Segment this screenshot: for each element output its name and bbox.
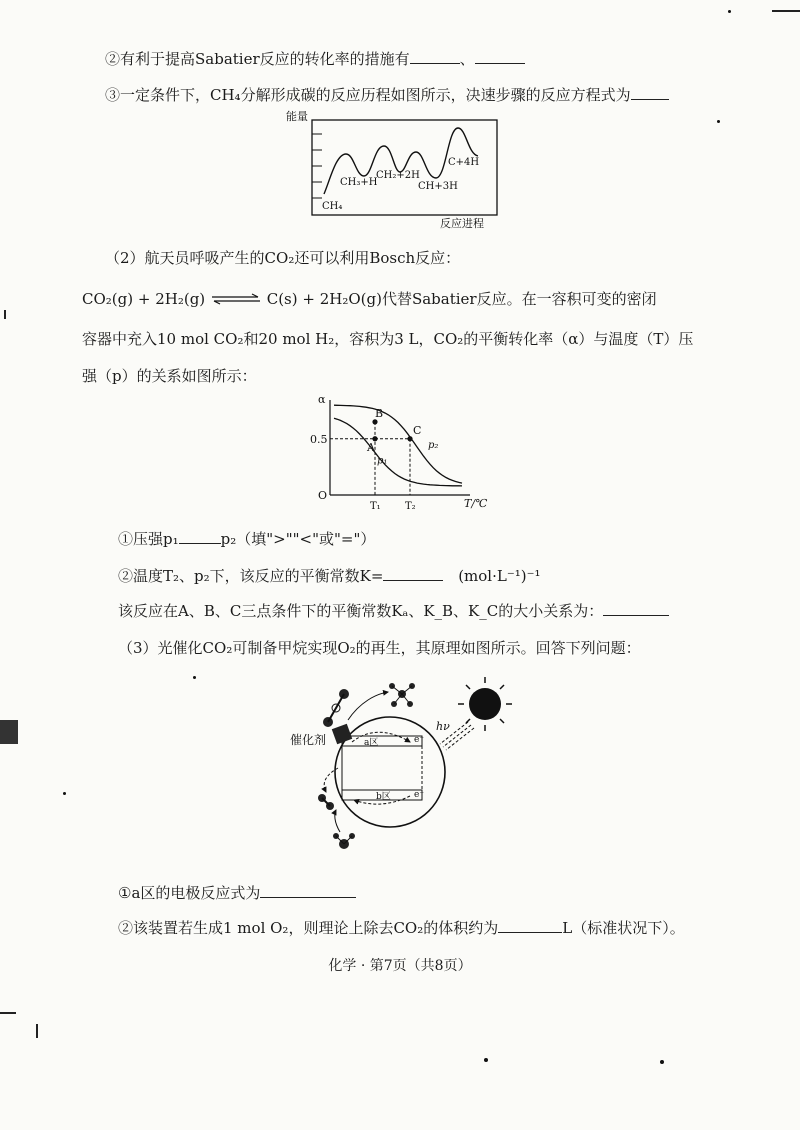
species-label: C+4H [448, 157, 480, 168]
data-point-B [372, 419, 377, 424]
q2-sub3: 该反应在A、B、C三点条件下的平衡常数Kₐ、K_B、K_C的大小关系为： [118, 600, 669, 621]
binding-mark [4, 310, 6, 319]
methane-molecule-icon [389, 683, 415, 707]
photocatalysis-diagram [290, 672, 520, 862]
q2-paragraph: 容器中充入10 mol CO₂和20 mol H₂，容积为3 L，CO₂的平衡转化率（α）与温度（T）压 [82, 330, 694, 348]
point-label-A: A [367, 440, 375, 454]
water-molecule-icon [333, 833, 355, 849]
question-item-3: ③一定条件下，CH₄分解形成碳的反应历程如图所示，决速步骤的反应方程式为 [105, 84, 669, 105]
y-axis-label: 能量 [286, 110, 308, 123]
series-label: p₂ [428, 439, 439, 451]
data-point-C [407, 436, 412, 441]
species-label: CH₂+2H [376, 170, 420, 181]
co2-molecule-icon [323, 689, 349, 727]
zone-a-label: a区 [364, 738, 379, 748]
species-label: CH₄ [322, 201, 343, 212]
answer-blank[interactable] [260, 883, 356, 898]
x-tick-label: T₂ [405, 501, 416, 512]
answer-blank[interactable] [631, 85, 669, 100]
q2-intro: （2）航天员呼吸产生的CO₂还可以利用Bosch反应： [105, 249, 461, 267]
species-label: CH+3H [418, 181, 458, 192]
flow-arrow-icon [352, 732, 410, 742]
bosch-equation: CO₂(g) + 2H₂(g) C(s) + 2H₂O(g)代替Sabatier反应。在一容积可变的密闭 [82, 290, 657, 308]
equilibrium-arrow-icon [210, 291, 262, 309]
catalyst-label: 催化剂 [290, 733, 327, 747]
x-tick-label: T₁ [370, 501, 381, 512]
q2-sub2: ②温度T₂、p₂下，该反应的平衡常数K= (mol·L⁻¹)⁻¹ [118, 567, 541, 585]
scan-speck [728, 10, 731, 13]
conversion-chart [300, 395, 500, 517]
catalyst-block-icon [332, 724, 353, 745]
x-axis-label: 反应进程 [440, 217, 484, 230]
binding-mark [0, 1012, 16, 1014]
answer-blank[interactable] [179, 529, 221, 544]
o2-molecule-icon [318, 794, 334, 810]
energy-diagram [286, 110, 510, 230]
answer-blank[interactable] [410, 49, 460, 64]
answer-blank[interactable] [475, 49, 525, 64]
point-label-B: B [375, 406, 384, 420]
series-label: p₁ [377, 455, 388, 467]
scan-speck [63, 792, 66, 795]
electron-label: e⁻ [414, 735, 425, 745]
scan-speck [660, 1060, 664, 1064]
q3-sub2: ②该装置若生成1 mol O₂，则理论上除去CO₂的体积约为 L（标准状况下）。 [118, 919, 685, 937]
electron-label: e⁻ [414, 790, 425, 800]
x-axis-label: T/℃ [464, 497, 488, 510]
flow-arrow-icon [348, 692, 388, 720]
scan-speck [484, 1058, 488, 1062]
answer-blank[interactable] [603, 601, 669, 616]
series-line-p₂ [334, 405, 462, 483]
binding-mark [772, 10, 800, 12]
zone-b-label: b区 [376, 792, 391, 802]
binding-mark [36, 1024, 38, 1038]
q3-intro: （3）光催化CO₂可制备甲烷实现O₂的再生，其原理如图所示。回答下列问题： [118, 639, 641, 657]
q2-paragraph: 强（p）的关系如图所示： [82, 367, 257, 385]
y-tick-label: O [318, 489, 328, 502]
q3-sub1: ①a区的电极反应式为 [118, 882, 356, 903]
binding-mark [0, 720, 18, 744]
page-footer: 化学 · 第7页（共8页） [328, 958, 472, 974]
q2-sub1: ①压强p₁ p₂（填">""<"或"="） [118, 530, 376, 548]
flow-arrow-icon [335, 810, 340, 832]
y-axis-label: α [318, 393, 326, 406]
answer-blank[interactable] [498, 918, 562, 933]
species-label: CH₃+H [340, 177, 378, 188]
question-item-2: ②有利于提高Sabatier反应的转化率的措施有 、 [105, 48, 525, 69]
scan-speck [193, 676, 196, 679]
answer-blank[interactable] [383, 566, 443, 581]
point-label-C: C [413, 423, 422, 437]
hv-label: hν [436, 720, 450, 733]
y-tick-label: 0.5 [310, 432, 328, 446]
scan-speck [717, 120, 720, 123]
